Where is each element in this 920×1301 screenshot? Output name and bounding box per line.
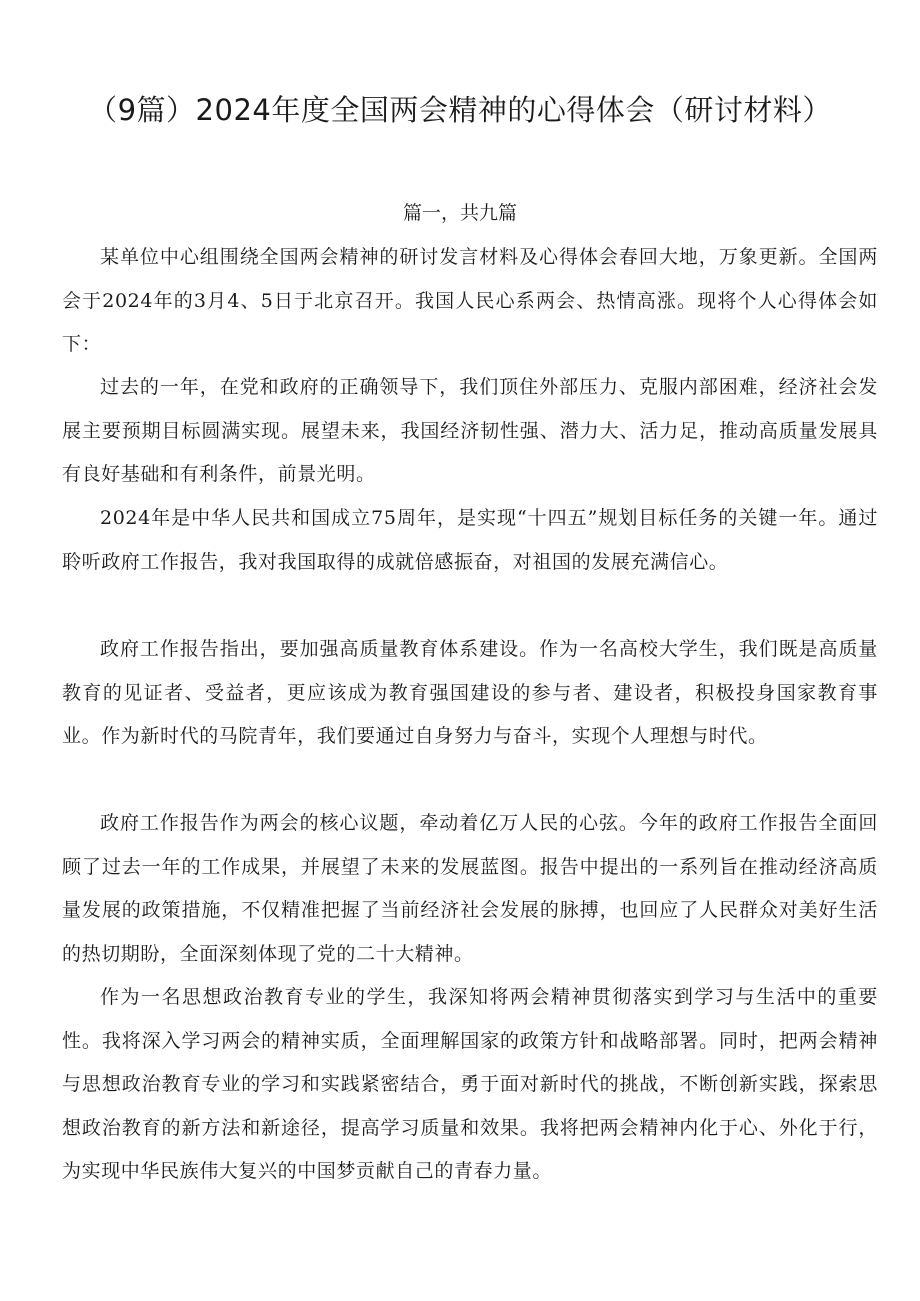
paragraph-1: [62, 236, 878, 367]
paragraph-1-text: 春回大地，万象更新。全国两会于2024年的3月4、5日于北京召开。我国人民心系两会、热情高涨。现将个人心得体会如下：: [62, 246, 878, 355]
paragraph-4: 政府工作报告指出，要加强高质量教育体系建设。作为一名高校大学生，我们既是高质量教育的见证者、受益者，更应该成为教育强国建设的参与者、建设者，积极投身国家教育事业。作为新时代的马院青年，我们要通过自身努力与奋斗，实现个人理想与时代。: [62, 638, 878, 747]
paragraph-3: 2024年是中华人民共和国成立75周年，是实现“十四五”规划目标任务的关键一年。通过聆听政府工作报告，我对我国取得的成就倍感振奋，对祖国的发展充满信心。: [62, 507, 878, 573]
document-title: （9篇）2024年度全国两会精神的心得体会（研讨材料）: [88, 93, 832, 127]
paragraph-5: 政府工作报告作为两会的核心议题，牵动着亿万人民的心弦。今年的政府工作报告全面回顾了过去一年的工作成果，并展望了未来的发展蓝图。报告中提出的一系列旨在推动经济高质量发展的政策措施，不仅精准把握了当前经济社会发展的脉搏，也回应了人民群众对美好生活的热切期盼，全面深刻体现了党的二十大精神。: [62, 812, 878, 965]
paragraph-2: 过去的一年，在党和政府的正确领导下，我们顶住外部压力、克服内部困难，经济社会发展主要预期目标圆满实现。展望未来，我国经济韧性强、潜力大、活力足，推动高质量发展具有良好基础和有利条件，前景光明。: [62, 376, 878, 485]
paragraph-1-lead: 某单位中心组围绕全国两会精神的研讨发言材料及心得体会: [100, 246, 619, 268]
section-heading: 篇一，共九篇: [402, 202, 517, 224]
paragraph-6: 作为一名思想政治教育专业的学生，我深知将两会精神贯彻落实到学习与生活中的重要性。我将深入学习两会的精神实质，全面理解国家的政策方针和战略部署。同时，把两会精神与思想政治教育专业的学习和实践紧密结合，勇于面对新时代的挑战，不断创新实践，探索思想政治教育的新方法和新途径，提高学习质量和效果。我将把两会精神内化于心、外化于行，为实现中华民族伟大复兴的中国梦贡献自己的青春力量。: [62, 986, 878, 1182]
